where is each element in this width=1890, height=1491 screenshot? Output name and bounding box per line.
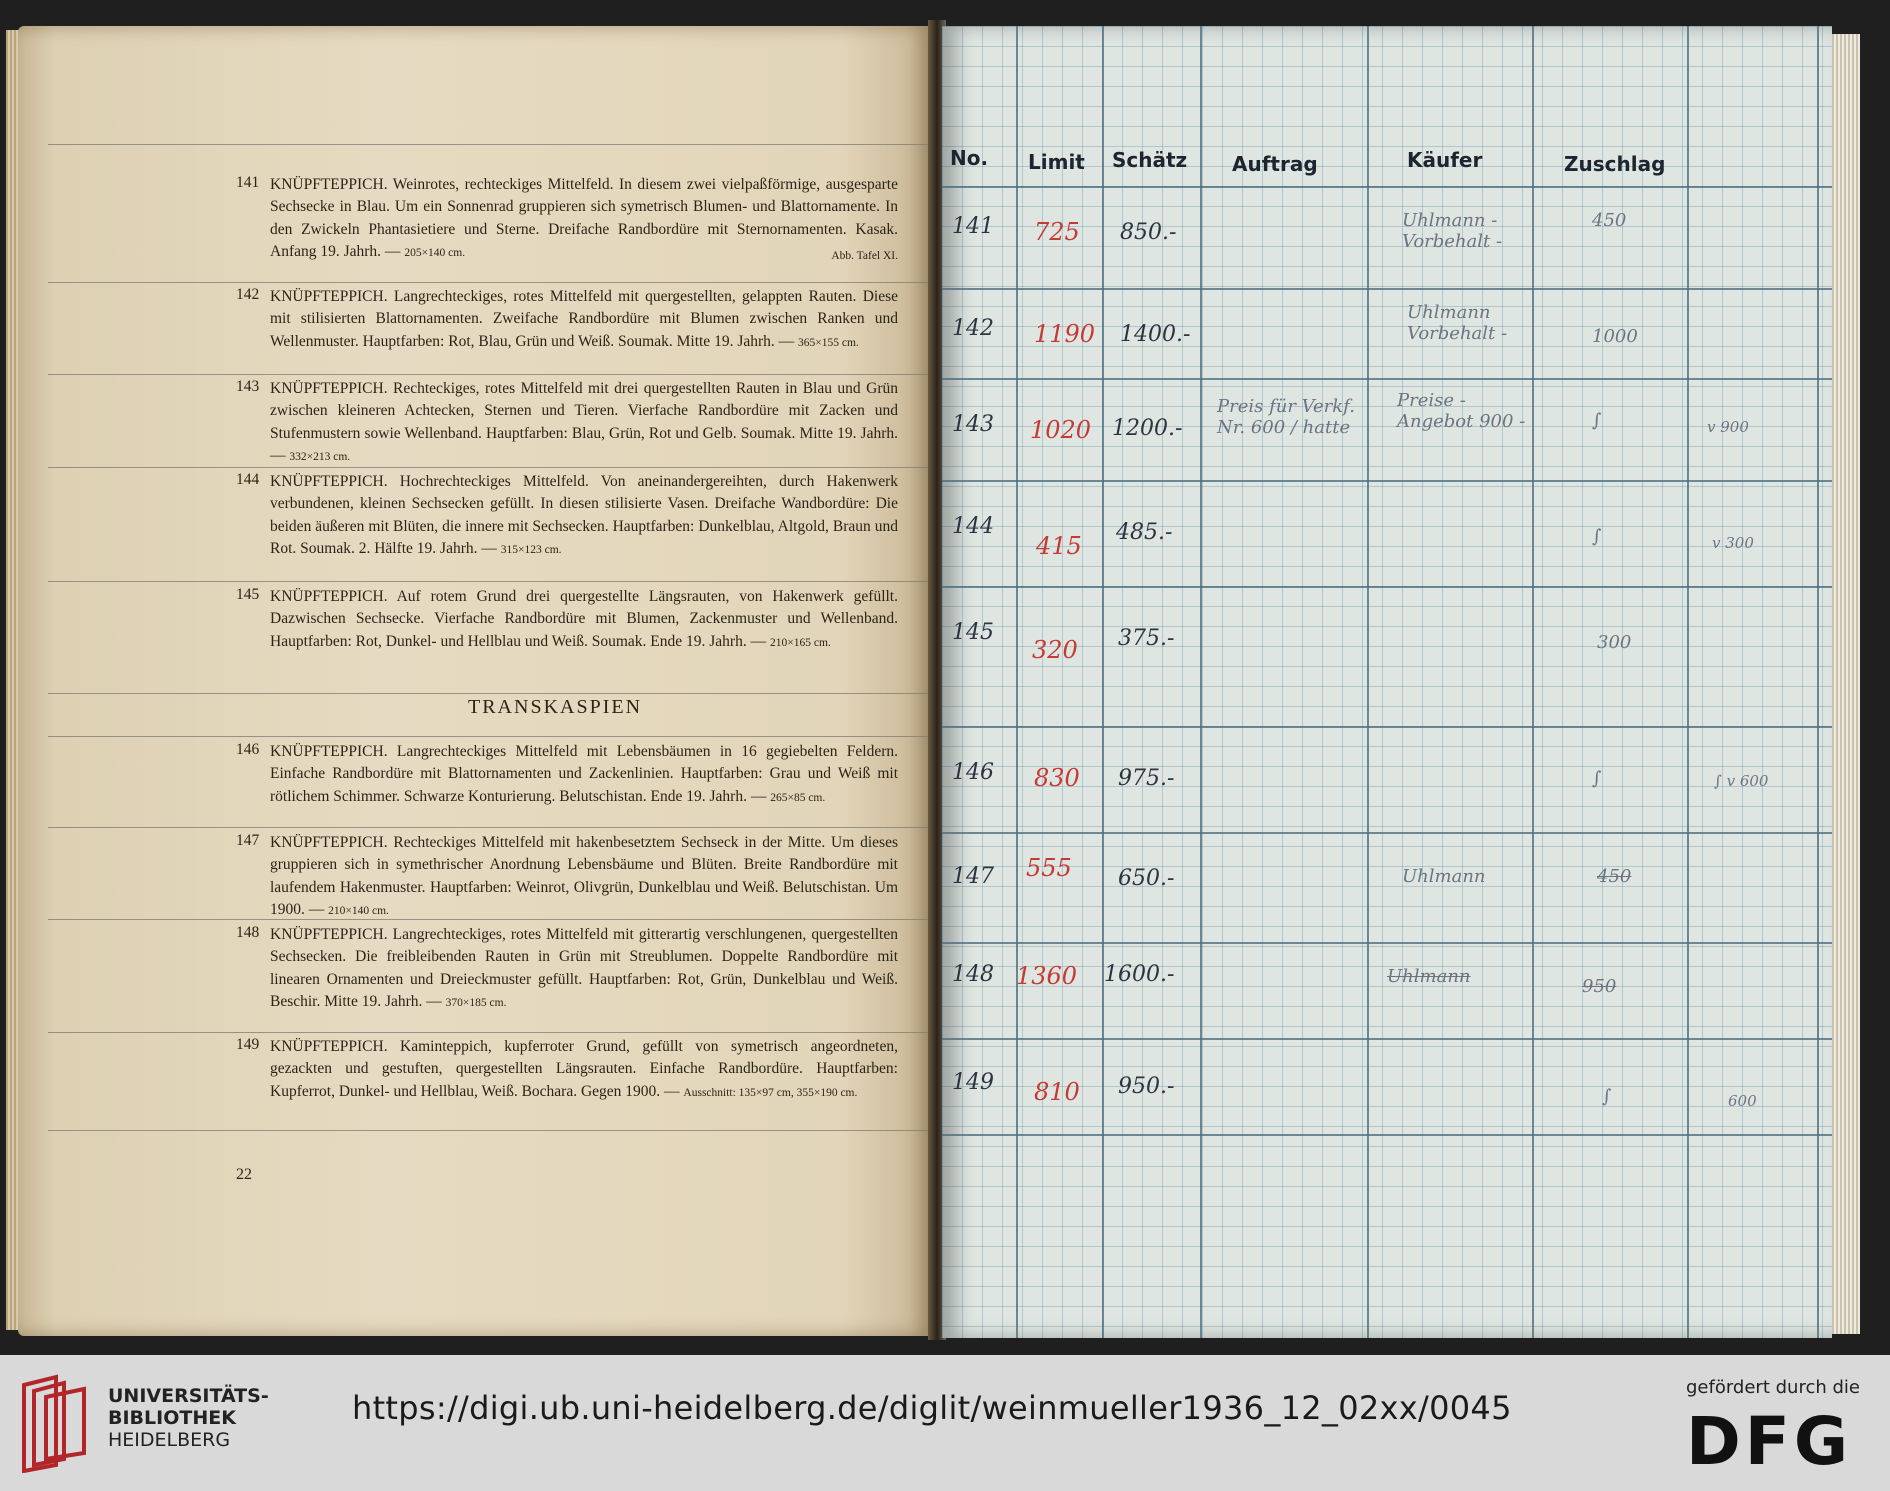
column-line (1687, 26, 1689, 1338)
rule (48, 581, 933, 582)
ledger-schaetz: 1400.- (1120, 322, 1191, 347)
ledger-schaetz: 485.- (1116, 520, 1173, 545)
ledger-kaeufer: Uhlmann Vorbehalt - (1407, 302, 1508, 344)
ledger-zuschlag: 300 (1597, 632, 1632, 653)
row-line (942, 1038, 1832, 1040)
ledger-zuschlag: 450 (1597, 866, 1632, 887)
row-line (942, 378, 1832, 380)
column-header-auftrag: Auftrag (1232, 152, 1318, 176)
document-url[interactable]: https://digi.ub.uni-heidelberg.de/diglit/weinmueller1936_12_02xx/0045 (352, 1389, 1512, 1427)
ledger-schaetz: 1200.- (1112, 416, 1183, 441)
column-line (1200, 26, 1202, 1338)
ledger-limit: 830 (1034, 764, 1080, 792)
rule (48, 374, 933, 375)
funding-note: gefördert durch die (1686, 1377, 1860, 1398)
ledger-kaeufer: Preise - Angebot 900 - (1397, 390, 1526, 432)
rule (48, 1032, 933, 1033)
entry-text: KNÜPFTEPPICH. Langrechteckiges, rotes Mittelfeld mit quergestellten, gelappten Rauten. Diese mit stilisierten Blattornamenten. Zweifache Randbordüre mit Blumen zwischen Ranken und Wellenmuster. Hauptfarben: Rot, Blau, Grün und Weiß. Soumak. Mitte 19. Jahrh. — 365×155 cm. (270, 288, 898, 350)
entry-number: 141 (236, 174, 260, 191)
entry-text: KNÜPFTEPPICH. Hochrechteckiges Mittelfeld. Von aneinandergereihten, durch Hakenwerk verbundenen, kleinen Sechsecken gefüllt. In diesen stilisierte Vasen. Dreifache Wandbordüre: Die beiden äußeren mit Blüten, die innere mit Sechsecken. Hauptfarben: Dunkelblau, Altgold, Braun und Rot. Soumak. 2. Hälfte 19. Jahrh. — 315×123 cm. (270, 473, 898, 558)
column-header-zuschlag: Zuschlag (1564, 152, 1666, 176)
entry-text: KNÜPFTEPPICH. Rechteckiges Mittelfeld mit hakenbesetztem Sechseck in der Mitte. Um dieses gruppieren sich in symethrischer Anordnung Lebensbäume und Blüten. Breite Randbordüre mit laufendem Hakenmuster. Hauptfarben: Weinrot, Olivgrün, Dunkelblau und Weiß. Belutschistan. Um 1900. — 210×140 cm. (270, 834, 898, 919)
ledger-zuschlag: 450 (1592, 210, 1627, 231)
ledger-schaetz: 850.- (1120, 220, 1177, 245)
row-line (942, 288, 1832, 290)
footer-bar (0, 1355, 1890, 1491)
ledger-no: 146 (952, 760, 994, 785)
ledger-note: ∫ v 600 (1714, 772, 1769, 790)
ledger-limit: 555 (1026, 854, 1072, 882)
ledger-schaetz: 375.- (1118, 626, 1175, 651)
ledger-no: 148 (952, 962, 994, 987)
ledger-note: 600 (1728, 1092, 1757, 1110)
ledger-kaeufer: Uhlmann (1402, 866, 1486, 887)
ledger-limit: 1020 (1030, 416, 1092, 444)
entry-text: KNÜPFTEPPICH. Auf rotem Grund drei quergestellte Längsrauten, von Hakenwerk gefüllt. Dazwischen Sechsecke. Vierfache Randbordüre mit Blumen, Zackenmuster und Wellenband. Hauptfarben: Rot, Dunkel- und Hellblau und Weiß. Soumak. Ende 19. Jahrh. — 210×165 cm. (270, 588, 898, 650)
ledger-zuschlag: 950 (1582, 976, 1617, 997)
ledger-kaeufer: Uhlmann - Vorbehalt - (1402, 210, 1503, 252)
ledger-no: 147 (952, 864, 994, 889)
column-header-schaetz: Schätz (1112, 148, 1188, 172)
column-header-kaeufer: Käufer (1407, 148, 1483, 172)
ledger-zuschlag: ∫ (1592, 768, 1602, 789)
ledger-limit: 725 (1034, 218, 1080, 246)
ledger-limit: 320 (1032, 636, 1078, 664)
ledger-schaetz: 650.- (1118, 866, 1175, 891)
ledger-zuschlag: 1000 (1592, 326, 1638, 347)
ledger-no: 141 (952, 214, 994, 239)
dfg-logo: DFG (1686, 1403, 1853, 1480)
rule (48, 827, 933, 828)
rule (48, 693, 933, 694)
row-line (942, 186, 1832, 188)
entry-text: KNÜPFTEPPICH. Weinrotes, rechteckiges Mittelfeld. In diesem zwei vielpaßförmige, ausgesparte Sechsecke in Blau. Um ein Sonnenrad gruppieren sich symetrisch Blumen- und Blattornamente. In den Zwickeln Phantasietiere und Sterne. Dreifache Randbordüre mit Sternornamenten. Kasak. Anfang 19. Jahrh. — 205×140 cm. Abb. Tafel XI. (270, 176, 898, 263)
entry-text: KNÜPFTEPPICH. Langrechteckiges Mittelfeld mit Lebensbäumen in 16 gegiebelten Feldern. Einfache Randbordüre mit Blattornamenten und Zackenlinien. Hauptfarben: Grau und Weiß mit rötlichem Schimmer. Schwarze Konturierung. Belutschistan. Ende 19. Jahrh. — 265×85 cm. (270, 743, 898, 805)
row-line (942, 726, 1832, 728)
left-page (18, 26, 933, 1336)
row-line (942, 480, 1832, 482)
entry-number: 148 (236, 924, 260, 941)
ledger-limit: 1190 (1034, 320, 1096, 348)
ledger-auftrag: Preis für Verkf. Nr. 600 / hatte (1217, 396, 1355, 438)
ledger-note: v 900 (1707, 418, 1749, 436)
ledger-schaetz: 1600.- (1104, 962, 1175, 987)
ledger-no: 142 (952, 316, 994, 341)
entry-number: 142 (236, 286, 260, 303)
page-number: 22 (236, 1166, 252, 1183)
ledger-kaeufer: Uhlmann (1387, 966, 1471, 987)
entry-number: 143 (236, 378, 260, 395)
ledger-no: 143 (952, 412, 994, 437)
ledger-no: 149 (952, 1070, 994, 1095)
row-line (942, 586, 1832, 588)
right-page-edges (1832, 34, 1860, 1334)
rule (48, 144, 933, 145)
entry-text: KNÜPFTEPPICH. Langrechteckiges, rotes Mittelfeld mit gitterartig verschlungenen, quergestellten Sechsecken. Die freibleibenden Rauten in Grün mit Streublumen. Doppelte Randbordüre mit linearen Ornamenten und Dreieckmuster gefüllt. Hauptfarben: Rot, Grün, Dunkelblau und Weiß. Beschir. Mitte 19. Jahrh. — 370×185 cm. (270, 926, 898, 1011)
section-heading: TRANSKASPIEN (468, 696, 643, 718)
ledger-note: v 300 (1712, 534, 1754, 552)
ledger-no: 144 (952, 514, 994, 539)
ledger-zuschlag: ∫ (1602, 1086, 1612, 1107)
ledger-limit: 810 (1034, 1078, 1080, 1106)
ledger-zuschlag: ∫ (1592, 526, 1602, 547)
column-header-no: No. (950, 146, 989, 170)
rule (48, 736, 933, 737)
column-header-limit: Limit (1028, 150, 1085, 174)
university-library-logo-icon (20, 1373, 90, 1473)
row-line (942, 1134, 1832, 1136)
column-line (1817, 26, 1819, 1338)
rule (48, 282, 933, 283)
institution-name: UNIVERSITÄTS- BIBLIOTHEK HEIDELBERG (108, 1385, 269, 1451)
column-line (1367, 26, 1369, 1338)
ledger-schaetz: 950.- (1118, 1074, 1175, 1099)
column-line (1532, 26, 1534, 1338)
rule (48, 1130, 933, 1131)
entry-text: KNÜPFTEPPICH. Kaminteppich, kupferroter Grund, gefüllt von symetrisch angeordneten, gezackten und gestuften, quergestellten Längsrauten. Einfache Randbordüre. Hauptfarben: Kupferrot, Dunkel- und Hellblau, Weiß. Bochara. Gegen 1900. — Ausschnitt: 135×97 cm, 355×190 cm. (270, 1038, 898, 1100)
ledger-limit: 1360 (1016, 962, 1078, 990)
ledger-limit: 415 (1036, 532, 1082, 560)
ledger-page (942, 26, 1832, 1338)
entry-number: 144 (236, 471, 260, 488)
entry-number: 145 (236, 586, 260, 603)
column-line (1102, 26, 1104, 1338)
row-line (942, 942, 1832, 944)
entry-number: 149 (236, 1036, 260, 1053)
entry-text: KNÜPFTEPPICH. Rechteckiges, rotes Mittelfeld mit drei quergestellten Rauten in Blau und Grün zwischen kleineren Achtecken, Sternen und Tieren. Vierfache Randbordüre mit Zacken und Stufenmustern sowie Wellenband. Hauptfarben: Blau, Grün, Rot und Gelb. Soumak. Mitte 19. Jahrh. — 332×213 cm. (270, 380, 898, 465)
ledger-no: 145 (952, 620, 994, 645)
row-line (942, 832, 1832, 834)
entry-number: 146 (236, 741, 260, 758)
ledger-zuschlag: ∫ (1592, 410, 1602, 431)
ledger-schaetz: 975.- (1118, 766, 1175, 791)
entry-number: 147 (236, 832, 260, 849)
column-line (1016, 26, 1018, 1338)
